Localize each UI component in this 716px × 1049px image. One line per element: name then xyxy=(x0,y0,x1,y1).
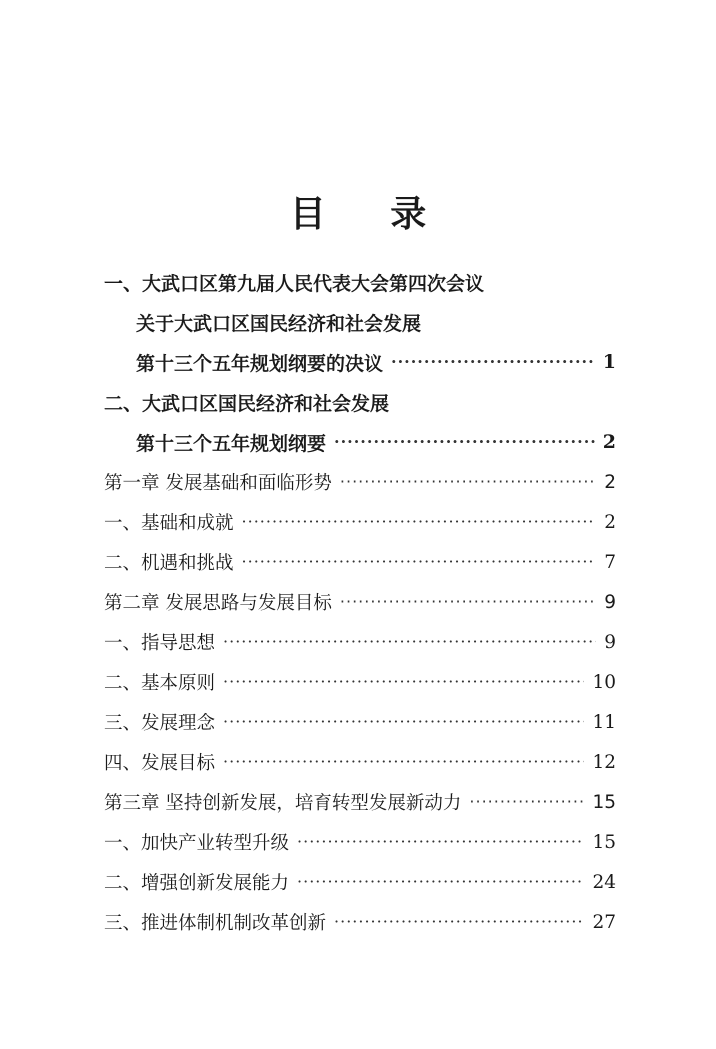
dot-leader xyxy=(223,754,584,770)
toc-entry[interactable] xyxy=(104,902,616,942)
dot-leader xyxy=(340,594,596,610)
toc-entry-label: 一、加快产业转型升级 xyxy=(104,833,290,854)
dot-leader xyxy=(391,354,595,370)
toc-entry[interactable] xyxy=(104,622,616,662)
dot-leader xyxy=(242,554,596,570)
toc-entry-label: 第十三个五年规划纲要 xyxy=(136,432,327,455)
dot-leader xyxy=(334,434,595,450)
toc-entry[interactable] xyxy=(104,742,616,782)
toc-entry-page-number: 12 xyxy=(592,751,616,773)
dot-leader xyxy=(223,714,584,730)
toc-entry-page-number: 11 xyxy=(592,711,616,733)
toc-entry-label: 一、基础和成就 xyxy=(104,513,234,534)
toc-entry-label: 一、指导思想 xyxy=(104,633,216,654)
toc-entry-label: 二、增强创新发展能力 xyxy=(104,873,290,894)
toc-entry-label: 四、发展目标 xyxy=(104,753,216,774)
toc-entry[interactable] xyxy=(104,702,616,742)
toc-entry-page-number: 7 xyxy=(604,551,616,573)
toc-entry[interactable] xyxy=(104,302,616,342)
toc-entry[interactable] xyxy=(104,582,616,622)
toc-entry[interactable] xyxy=(104,462,616,502)
toc-entry-page-number: 9 xyxy=(604,591,616,613)
dot-leader xyxy=(223,634,596,650)
toc-entry[interactable] xyxy=(104,342,616,382)
page-title: 目 录 xyxy=(289,193,453,235)
toc-entry[interactable] xyxy=(104,382,616,422)
toc-entry-page-number: 9 xyxy=(604,631,616,653)
toc-entry[interactable] xyxy=(104,862,616,902)
toc-entry-label: 第二章 发展思路与发展目标 xyxy=(104,593,332,614)
toc-entry-label: 二、基本原则 xyxy=(104,673,216,694)
dot-leader xyxy=(242,514,596,530)
toc-entry-label: 第一章 发展基础和面临形势 xyxy=(104,473,332,494)
toc-entry[interactable] xyxy=(104,422,616,462)
toc-entry-page-number: 15 xyxy=(592,831,616,853)
toc-entry-label: 第十三个五年规划纲要的决议 xyxy=(136,352,384,375)
toc-entry-page-number: 15 xyxy=(592,791,616,813)
toc-entry-label: 第三章 坚持创新发展，培育转型发展新动力 xyxy=(104,793,462,814)
toc-entry-label: 一、大武口区第九届人民代表大会第四次会议 xyxy=(104,272,485,295)
toc-entry[interactable] xyxy=(104,542,616,582)
toc-entry-page-number: 2 xyxy=(602,431,616,453)
toc-entry[interactable] xyxy=(104,662,616,702)
toc-entry-page-number: 1 xyxy=(602,351,616,373)
table-of-contents xyxy=(104,262,616,942)
dot-leader xyxy=(223,674,584,690)
toc-entry-label: 二、大武口区国民经济和社会发展 xyxy=(104,392,390,415)
toc-entry-page-number: 10 xyxy=(592,671,616,693)
toc-entry-label: 三、推进体制机制改革创新 xyxy=(104,913,327,934)
toc-entry[interactable] xyxy=(104,822,616,862)
toc-entry-page-number: 27 xyxy=(592,911,616,933)
toc-entry-label: 三、发展理念 xyxy=(104,713,216,734)
toc-entry-label: 关于大武口区国民经济和社会发展 xyxy=(136,312,422,335)
dot-leader xyxy=(297,874,584,890)
toc-entry[interactable] xyxy=(104,502,616,542)
toc-entry-label: 二、机遇和挑战 xyxy=(104,553,234,574)
dot-leader xyxy=(297,834,584,850)
dot-leader xyxy=(334,914,584,930)
toc-entry-page-number: 2 xyxy=(604,471,616,493)
toc-entry[interactable] xyxy=(104,782,616,822)
toc-entry-page-number: 24 xyxy=(592,871,616,893)
toc-entry[interactable] xyxy=(104,262,616,302)
toc-entry-page-number: 2 xyxy=(604,511,616,533)
dot-leader xyxy=(340,474,596,490)
dot-leader xyxy=(469,794,584,810)
